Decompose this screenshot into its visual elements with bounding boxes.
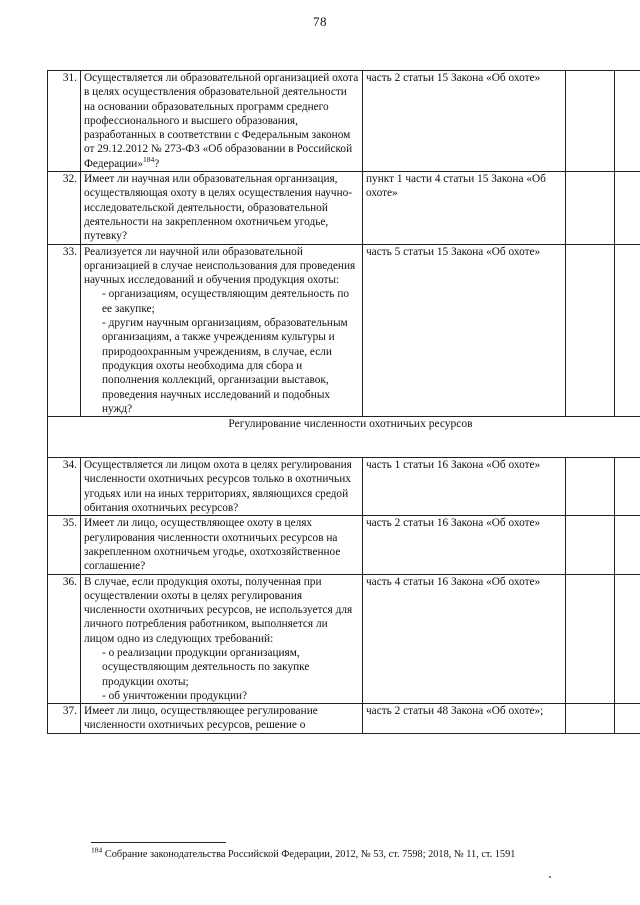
blank-cell <box>566 244 615 417</box>
table-row <box>48 244 640 417</box>
section-title: Регулирование численности охотничьих ресурсов <box>48 417 640 458</box>
reference-cell: пункт 1 части 4 статьи 15 Закона «Об охоте» <box>363 172 566 244</box>
table-row <box>48 574 640 704</box>
blank-cell <box>566 516 615 574</box>
footnote-divider <box>91 842 226 843</box>
blank-cell <box>615 516 640 574</box>
checklist-table <box>47 70 640 734</box>
list-item: - другим научным организациям, образовательным организациям, а также учреждениям культуры и природоохранным учреждениям, в случае, если продукция охоты необходима для сбора и пополнения коллекций, организации выставок, проведения научных исследований и подобных нужд? <box>102 317 348 415</box>
row-number: 35. <box>48 516 81 574</box>
question-cell: Имеет ли лицо, осуществляющее охоту в целях регулирования численности охотничьих ресурсов на закрепленном охотничьем угодье, охотхозяйственное соглашение? <box>81 516 363 574</box>
blank-cell <box>566 704 615 734</box>
blank-cell <box>615 172 640 244</box>
footnote <box>91 845 516 860</box>
row-number: 34. <box>48 458 81 516</box>
question-cell <box>81 244 363 417</box>
row-number: 32. <box>48 172 81 244</box>
reference-cell: часть 2 статьи 16 Закона «Об охоте» <box>363 516 566 574</box>
blank-cell <box>566 172 615 244</box>
question-cell: Имеет ли лицо, осуществляющее регулирование численности охотничьих ресурсов, решение о <box>81 704 363 734</box>
blank-cell <box>566 71 615 172</box>
row-number: 36. <box>48 574 81 704</box>
reference-cell: часть 4 статьи 16 Закона «Об охоте» <box>363 574 566 704</box>
page-number: 78 <box>313 14 327 29</box>
table-row <box>48 704 640 734</box>
blank-cell <box>615 458 640 516</box>
blank-cell <box>566 458 615 516</box>
row-number: 33. <box>48 244 81 417</box>
blank-cell <box>615 574 640 704</box>
scan-speck <box>549 876 551 878</box>
question-text: Осуществляется ли образовательной организацией охота в целях осуществления образовательной деятельности на основании образовательных программ среднего профессионального и высшего образования, разработанных в соответствии с Федеральным законом от 29.12.2012 № 273-ФЗ «Об образовании в Российской Федерации» <box>84 72 359 170</box>
question-text: В случае, если продукция охоты, полученная при осуществлении охоты в целях регулирования численности охотничьих ресурсов, не используется для личного потребления работником, выполняется ли лицом одно из следующих требований: <box>84 575 353 645</box>
list-item: - о реализации продукции организациям, осуществляющим деятельность по закупке продукции охоты; <box>102 646 310 688</box>
blank-cell <box>566 574 615 704</box>
footnote-text: Собрание законодательства Российской Федерации, 2012, № 53, ст. 7598; 2018, № 11, ст. 1591 <box>104 849 516 860</box>
table-row <box>48 516 640 574</box>
question-cell <box>81 574 363 704</box>
blank-cell <box>615 704 640 734</box>
question-cell: Имеет ли научная или образовательная организация, осуществляющая охоту в целях осуществления научно-исследовательской деятельности, образовательной деятельности на закрепленном охотничьем угодье, путевку? <box>81 172 363 244</box>
row-number: 37. <box>48 704 81 734</box>
footnote-marker: 184 <box>91 845 103 855</box>
footnote-marker: 184 <box>143 155 155 165</box>
row-number: 31. <box>48 71 81 172</box>
section-row <box>48 417 640 458</box>
reference-cell: часть 2 статьи 15 Закона «Об охоте» <box>363 71 566 172</box>
reference-cell: часть 2 статьи 48 Закона «Об охоте»; <box>363 704 566 734</box>
question-text: Реализуется ли научной или образовательной организацией в случае неиспользования для проведения научных исследований и обучения продукция охоты: <box>84 245 356 287</box>
list-item: - об уничтожении продукции? <box>102 689 248 702</box>
reference-cell: часть 5 статьи 15 Закона «Об охоте» <box>363 244 566 417</box>
question-cell <box>81 71 363 172</box>
reference-cell: часть 1 статьи 16 Закона «Об охоте» <box>363 458 566 516</box>
question-tail: ? <box>154 157 160 170</box>
table-row <box>48 458 640 516</box>
blank-cell <box>615 71 640 172</box>
list-item: - организациям, осуществляющим деятельность по ее закупке; <box>102 288 350 315</box>
blank-cell <box>615 244 640 417</box>
table-row <box>48 71 640 172</box>
question-cell: Осуществляется ли лицом охота в целях регулирования численности охотничьих ресурсов только в охотничьих угодьях или на иных территориях, являющихся средой обитания охотничьих ресурсов? <box>81 458 363 516</box>
table-row <box>48 172 640 244</box>
